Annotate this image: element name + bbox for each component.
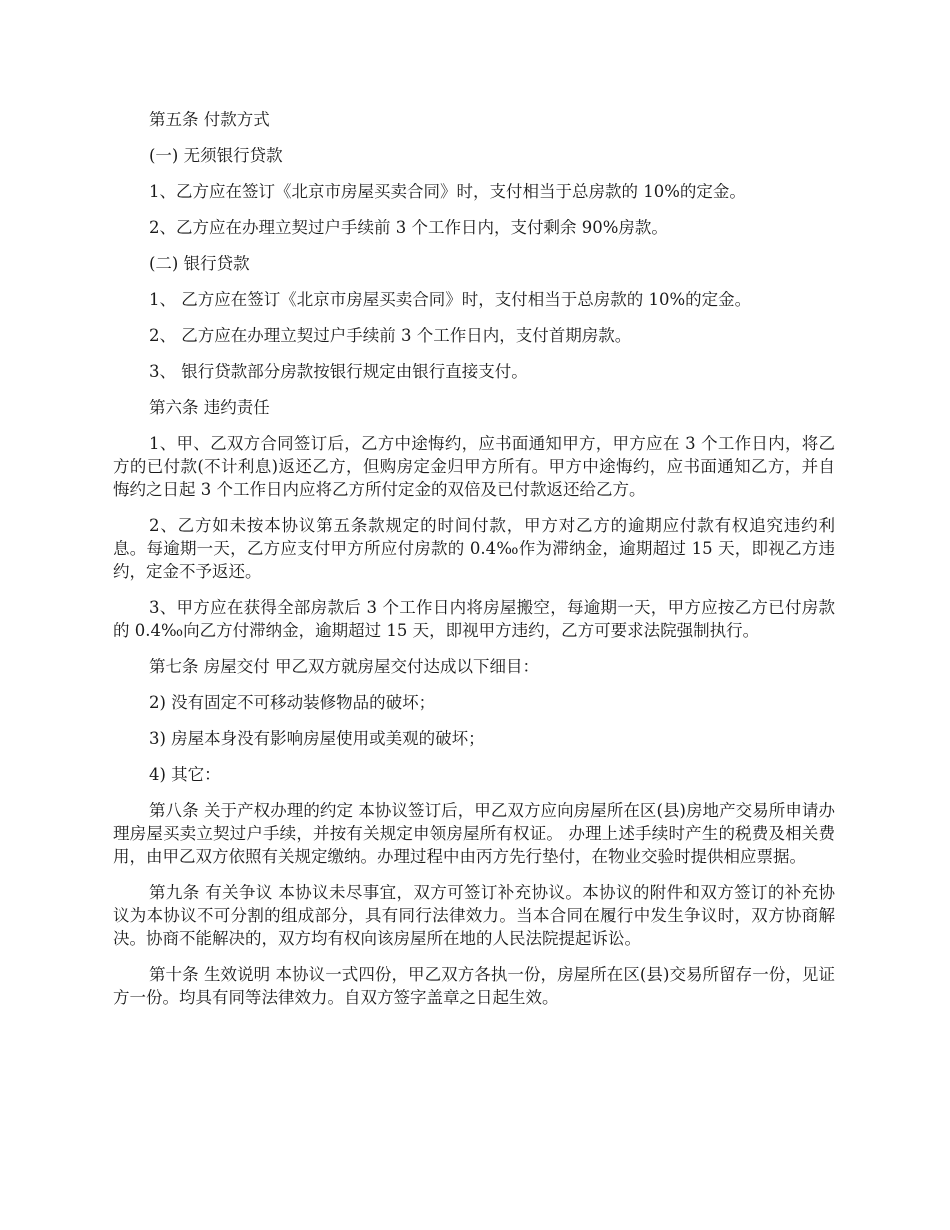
section-6-item-3: 3、甲方应在获得全部房款后 3 个工作日内将房屋搬空，每逾期一天，甲方应按乙方已付房款的 0.4‰向乙方付滞纳金，逾期超过 15 天，即视甲方违约，乙方可要求法院强制执行。 — [113, 598, 835, 640]
section-5-subheading-2: (二) 银行贷款 — [149, 254, 250, 273]
section-5-1-item-1: 1、乙方应在签订《北京市房屋买卖合同》时，支付相当于总房款的 10%的定金。 — [149, 182, 746, 201]
section-5-2-item-1: 1、 乙方应在签订《北京市房屋买卖合同》时，支付相当于总房款的 10%的定金。 — [149, 290, 752, 309]
section-5-heading: 第五条 付款方式 — [149, 110, 270, 129]
section-5-2-item-2: 2、 乙方应在办理立契过户手续前 3 个工作日内，支付首期房款。 — [149, 326, 632, 345]
section-5-2-item-3: 3、 银行贷款部分房款按银行规定由银行直接支付。 — [149, 362, 528, 381]
section-7-item-3: 3) 房屋本身没有影响房屋使用或美观的破坏； — [149, 729, 485, 748]
section-6-heading: 第六条 违约责任 — [149, 398, 270, 417]
section-9-paragraph: 第九条 有关争议 本协议未尽事宜，双方可签订补充协议。本协议的附件和双方签订的补充协议为本协议不可分割的组成部分，具有同行法律效力。当本合同在履行中发生争议时，双方协商解决。协商不能解决的，双方均有权向该房屋所在地的人民法院提起诉讼。 — [113, 883, 835, 948]
section-8-paragraph: 第八条 关于产权办理的约定 本协议签订后，甲乙双方应向房屋所在区(县)房地产交易所申请办理房屋买卖立契过户手续，并按有关规定申领房屋所有权证。 办理上述手续时产生的税费及相关费用，由甲乙双方依照有关规定缴纳。办理过程中由丙方先行垫付，在物业交验时提供相应票据。 — [113, 801, 835, 866]
section-7-item-2: 2) 没有固定不可移动装修物品的破坏； — [149, 693, 436, 712]
section-7-heading: 第七条 房屋交付 甲乙双方就房屋交付达成以下细目： — [149, 657, 539, 676]
section-6-item-1: 1、甲、乙双方合同签订后，乙方中途悔约，应书面通知甲方，甲方应在 3 个工作日内，将乙方的已付款(不计利息)返还乙方，但购房定金归甲方所有。甲方中途悔约，应书面通知乙方，并自悔约之日起 3 个工作日内应将乙方所付定金的双倍及已付款返还给乙方。 — [113, 434, 835, 499]
section-6-item-2: 2、乙方如未按本协议第五条款规定的时间付款，甲方对乙方的逾期应付款有权追究违约利息。每逾期一天，乙方应支付甲方所应付房款的 0.4‰作为滞纳金，逾期超过 15 天，即视乙方违约，定金不予返还。 — [113, 516, 835, 581]
section-5-subheading-1: (一) 无须银行贷款 — [149, 146, 283, 165]
section-5-1-item-2: 2、乙方应在办理立契过户手续前 3 个工作日内，支付剩余 90%房款。 — [149, 218, 668, 237]
section-10-paragraph: 第十条 生效说明 本协议一式四份，甲乙双方各执一份，房屋所在区(县)交易所留存一份，见证方一份。均具有同等法律效力。自双方签字盖章之日起生效。 — [113, 965, 835, 1007]
document-body — [113, 108, 835, 1022]
section-7-item-4: 4) 其它： — [149, 765, 221, 784]
